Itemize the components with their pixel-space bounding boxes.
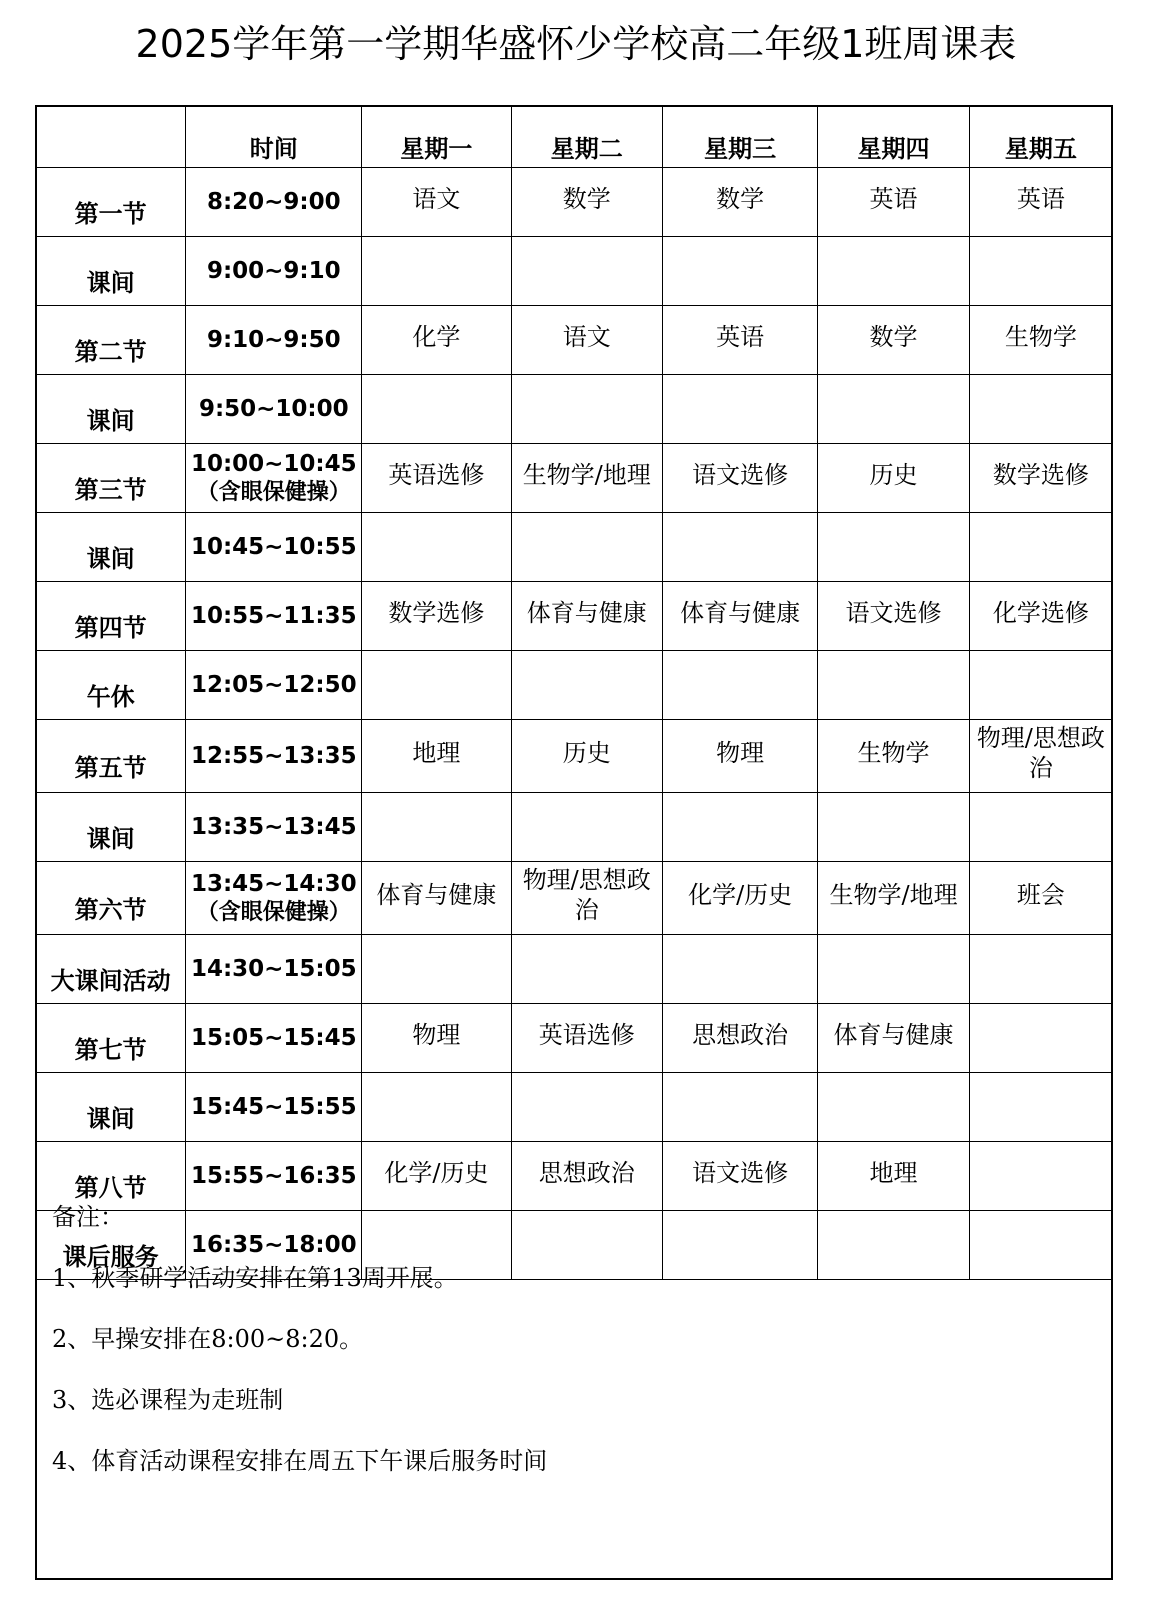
period-label: 第四节 (36, 582, 186, 651)
subject-cell: 历史 (511, 720, 662, 793)
time-range: 14:30~15:05 (190, 956, 357, 982)
subject-cell: 化学/历史 (362, 1142, 511, 1211)
subject-cell: 英语 (662, 306, 817, 375)
subject-cell: 物理/思想政治 (511, 862, 662, 935)
period-label: 第七节 (36, 1004, 186, 1073)
header-cell-wednesday: 星期三 (662, 106, 817, 168)
note-item-3: 3、选必课程为走班制 (52, 1386, 284, 1414)
time-range: 13:45~14:30 (190, 871, 357, 897)
subject-cell (362, 237, 511, 306)
subject-cell: 语文 (362, 168, 511, 237)
subject-cell: 英语选修 (511, 1004, 662, 1073)
time-cell (186, 651, 362, 720)
subject-cell: 思想政治 (511, 1142, 662, 1211)
subject-cell (969, 513, 1112, 582)
subject-cell (969, 1004, 1112, 1073)
subject-cell: 语文 (511, 306, 662, 375)
time-range: 15:45~15:55 (190, 1094, 357, 1120)
time-note: （含眼保健操） (196, 899, 351, 925)
time-cell (186, 862, 362, 935)
table-row (36, 720, 1113, 793)
header-cell-tuesday: 星期二 (511, 106, 662, 168)
period-label: 课后服务 (36, 1211, 186, 1280)
time-cell (186, 720, 362, 793)
subject-cell (818, 1073, 969, 1142)
subject-cell (818, 651, 969, 720)
notes-section (52, 1195, 1092, 1500)
table-row (36, 582, 1113, 651)
time-range: 12:55~13:35 (190, 743, 357, 769)
period-label: 第六节 (36, 862, 186, 935)
time-cell (186, 1004, 362, 1073)
table-row (36, 444, 1113, 513)
table-row (36, 1073, 1113, 1142)
subject-cell: 化学 (362, 306, 511, 375)
table-row (36, 651, 1113, 720)
subject-cell: 生物学/地理 (818, 862, 969, 935)
time-range: 10:55~11:35 (190, 603, 357, 629)
header-cell-time: 时间 (186, 106, 362, 168)
subject-cell (662, 1073, 817, 1142)
subject-cell (662, 237, 817, 306)
note-item-2: 2、早操安排在8:00~8:20。 (52, 1325, 364, 1353)
time-cell (186, 237, 362, 306)
subject-cell: 生物学/地理 (511, 444, 662, 513)
time-cell (186, 375, 362, 444)
subject-cell: 英语 (969, 168, 1112, 237)
time-range: 9:10~9:50 (206, 327, 341, 353)
time-cell (186, 513, 362, 582)
subject-cell (511, 651, 662, 720)
subject-cell (362, 375, 511, 444)
subject-cell (662, 513, 817, 582)
subject-cell: 生物学 (969, 306, 1112, 375)
subject-cell: 英语 (818, 168, 969, 237)
period-label: 第三节 (36, 444, 186, 513)
period-label: 课间 (36, 375, 186, 444)
subject-cell (969, 793, 1112, 862)
subject-cell: 生物学 (818, 720, 969, 793)
subject-cell: 语文选修 (662, 1142, 817, 1211)
table-row (36, 375, 1113, 444)
subject-cell (511, 793, 662, 862)
subject-cell: 数学 (818, 306, 969, 375)
subject-cell (511, 935, 662, 1004)
period-label: 第一节 (36, 168, 186, 237)
time-range: 15:05~15:45 (190, 1025, 357, 1051)
note-item-1: 1、秋季研学活动安排在第13周开展。 (52, 1264, 458, 1292)
table-row (36, 513, 1113, 582)
table-row (36, 168, 1113, 237)
subject-cell: 化学/历史 (662, 862, 817, 935)
subject-cell: 物理 (362, 1004, 511, 1073)
period-label: 课间 (36, 513, 186, 582)
page-title: 2025学年第一学期华盛怀少学校高二年级1班周课表 (135, 22, 1017, 66)
period-label: 第五节 (36, 720, 186, 793)
table-row (36, 862, 1113, 935)
schedule-table (35, 105, 1113, 1280)
subject-cell (362, 651, 511, 720)
subject-cell (969, 651, 1112, 720)
period-label: 第八节 (36, 1142, 186, 1211)
schedule-body (36, 106, 1113, 1280)
subject-cell (818, 375, 969, 444)
subject-cell (662, 793, 817, 862)
subject-cell: 体育与健康 (362, 862, 511, 935)
time-cell (186, 1073, 362, 1142)
period-label: 第二节 (36, 306, 186, 375)
subject-cell: 物理 (662, 720, 817, 793)
table-row (36, 237, 1113, 306)
subject-cell (362, 935, 511, 1004)
subject-cell (511, 1073, 662, 1142)
subject-cell (818, 513, 969, 582)
period-label: 午休 (36, 651, 186, 720)
time-range: 9:50~10:00 (198, 396, 349, 422)
subject-cell (662, 935, 817, 1004)
subject-cell (662, 375, 817, 444)
time-range: 9:00~9:10 (206, 258, 341, 284)
subject-cell (818, 793, 969, 862)
table-row (36, 1004, 1113, 1073)
time-range: 8:20~9:00 (206, 189, 341, 215)
header-cell-friday: 星期五 (969, 106, 1112, 168)
subject-cell: 体育与健康 (511, 582, 662, 651)
subject-cell: 数学 (511, 168, 662, 237)
subject-cell (511, 513, 662, 582)
subject-cell: 英语选修 (362, 444, 511, 513)
subject-cell (969, 237, 1112, 306)
time-cell (186, 306, 362, 375)
subject-cell (818, 237, 969, 306)
header-cell-blank (36, 106, 186, 168)
subject-cell: 思想政治 (662, 1004, 817, 1073)
time-range: 10:45~10:55 (190, 534, 357, 560)
subject-cell (818, 935, 969, 1004)
time-range: 12:05~12:50 (190, 672, 357, 698)
time-cell (186, 935, 362, 1004)
header-cell-thursday: 星期四 (818, 106, 969, 168)
subject-cell (511, 237, 662, 306)
subject-cell: 数学选修 (969, 444, 1112, 513)
notes-heading: 备注： (52, 1203, 124, 1231)
time-cell (186, 168, 362, 237)
time-cell (186, 444, 362, 513)
time-note: （含眼保健操） (196, 479, 351, 505)
subject-cell (362, 513, 511, 582)
subject-cell (511, 375, 662, 444)
subject-cell: 体育与健康 (662, 582, 817, 651)
subject-cell (969, 1073, 1112, 1142)
table-row (36, 793, 1113, 862)
note-item-4: 4、体育活动课程安排在周五下午课后服务时间 (52, 1447, 548, 1475)
subject-cell: 地理 (362, 720, 511, 793)
table-row (36, 935, 1113, 1004)
time-cell (186, 793, 362, 862)
subject-cell: 物理/思想政治 (969, 720, 1112, 793)
period-label: 课间 (36, 1073, 186, 1142)
subject-cell (362, 793, 511, 862)
time-range: 16:35~18:00 (190, 1232, 357, 1258)
period-label: 课间 (36, 793, 186, 862)
subject-cell: 地理 (818, 1142, 969, 1211)
subject-cell (662, 651, 817, 720)
subject-cell (969, 375, 1112, 444)
period-label: 课间 (36, 237, 186, 306)
subject-cell: 历史 (818, 444, 969, 513)
subject-cell: 数学选修 (362, 582, 511, 651)
subject-cell: 语文选修 (662, 444, 817, 513)
subject-cell: 语文选修 (818, 582, 969, 651)
time-range: 13:35~13:45 (190, 814, 357, 840)
period-label: 大课间活动 (36, 935, 186, 1004)
subject-cell: 体育与健康 (818, 1004, 969, 1073)
time-cell (186, 582, 362, 651)
subject-cell: 数学 (662, 168, 817, 237)
subject-cell (362, 1073, 511, 1142)
time-range: 15:55~16:35 (190, 1163, 357, 1189)
subject-cell: 班会 (969, 862, 1112, 935)
subject-cell (969, 935, 1112, 1004)
time-range: 10:00~10:45 (190, 451, 357, 477)
table-row (36, 306, 1113, 375)
header-row (36, 106, 1113, 168)
header-cell-monday: 星期一 (362, 106, 511, 168)
subject-cell: 化学选修 (969, 582, 1112, 651)
